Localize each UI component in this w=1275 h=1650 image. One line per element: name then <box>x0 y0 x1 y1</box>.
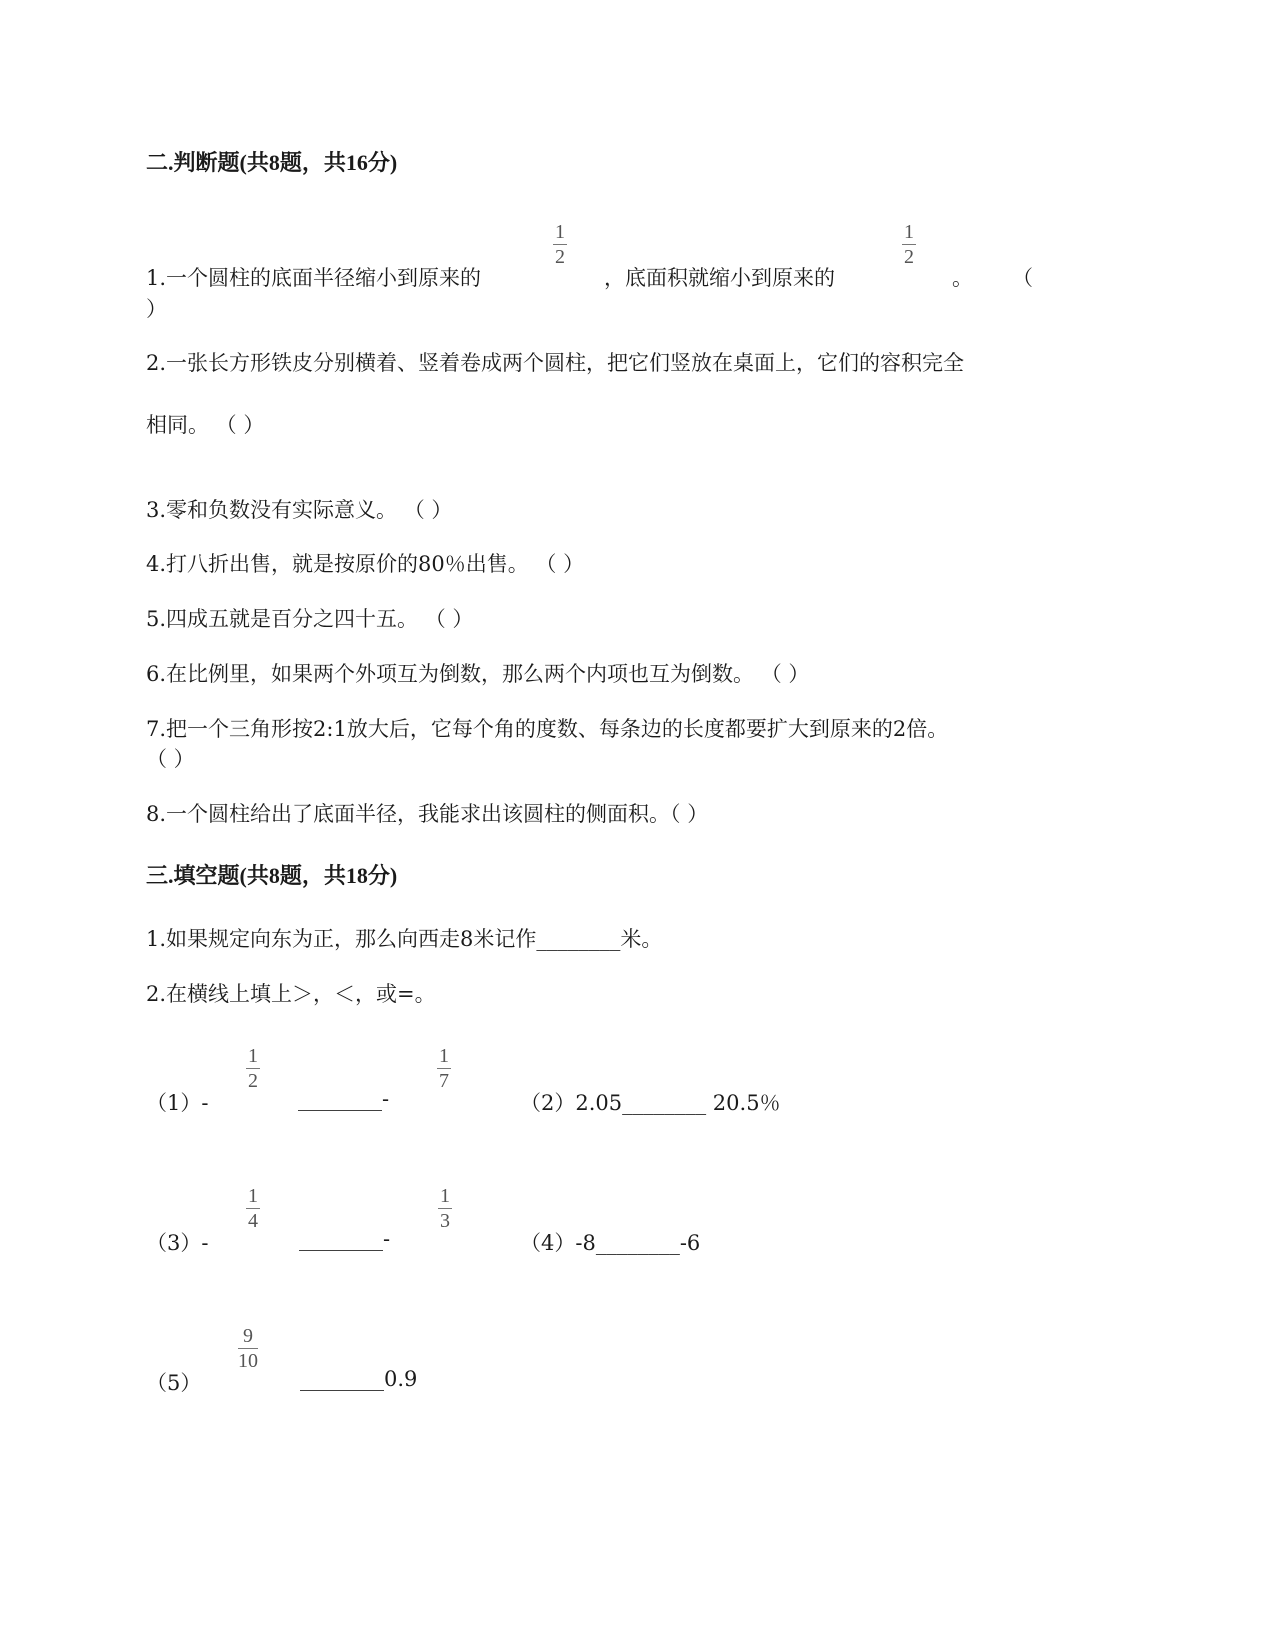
section-heading-fill-in: 三.填空题(共8题，共18分) <box>146 863 398 888</box>
compare-item-4: （4）-8________-6 <box>520 1231 701 1255</box>
fraction-bar <box>246 1068 260 1069</box>
judgement-q4: 4.打八折出售，就是按原价的80％出售。 （ ） <box>146 552 585 576</box>
fraction-denominator: 3 <box>440 1210 450 1232</box>
judgement-q7-line1: 7.把一个三角形按2:1放大后，它每个角的度数、每条边的长度都要扩大到原来的2倍。 <box>146 717 949 741</box>
judgement-q8: 8.一个圆柱给出了底面半径，我能求出该圆柱的侧面积。（ ） <box>146 802 709 826</box>
fraction-denominator: 2 <box>904 246 914 268</box>
compare-item-5-blank: ________0.9 <box>300 1367 418 1391</box>
fraction-denominator: 2 <box>248 1070 258 1092</box>
fraction-numerator: 1 <box>904 221 914 243</box>
judgement-q3: 3.零和负数没有实际意义。 （ ） <box>146 498 453 522</box>
fraction-bar <box>902 244 916 245</box>
fraction-bar <box>553 244 567 245</box>
fraction-one-half-b <box>902 221 916 268</box>
judgement-q7-line2: （ ） <box>146 747 195 771</box>
fraction-denominator: 4 <box>248 1210 258 1232</box>
fill-q2: 2.在横线上填上＞，＜，或=。 <box>146 982 436 1006</box>
fraction-bar <box>246 1208 260 1209</box>
fraction-bar <box>438 1208 452 1209</box>
compare-item-5-label: （5） <box>146 1371 202 1395</box>
fill-q1: 1.如果规定向东为正，那么向西走8米记作________米。 <box>146 927 663 951</box>
compare-item-1-label: （1）- <box>146 1091 209 1115</box>
fraction-one-third <box>438 1185 452 1232</box>
fraction-one-quarter <box>246 1185 260 1232</box>
fraction-one-seventh <box>437 1045 451 1092</box>
fraction-numerator: 1 <box>248 1045 258 1067</box>
answer-paren-open: （ <box>1012 266 1033 290</box>
judgement-q1-part-b: ，底面积就缩小到原来的 <box>604 266 835 290</box>
compare-item-2: （2）2.05________ 20.5％ <box>520 1091 781 1115</box>
answer-paren-close: ） <box>146 297 167 321</box>
judgement-q6: 6.在比例里，如果两个外项互为倒数，那么两个内项也互为倒数。 （ ） <box>146 662 810 686</box>
fraction-one-half <box>246 1045 260 1092</box>
fraction-numerator: 9 <box>243 1325 253 1347</box>
judgement-q2-line1: 2.一张长方形铁皮分别横着、竖着卷成两个圆柱，把它们竖放在桌面上，它们的容积完全 <box>146 351 965 375</box>
fraction-bar <box>437 1068 451 1069</box>
fraction-numerator: 1 <box>440 1185 450 1207</box>
fraction-numerator: 1 <box>439 1045 449 1067</box>
fraction-denominator: 7 <box>439 1070 449 1092</box>
fraction-numerator: 1 <box>555 221 565 243</box>
fraction-bar <box>238 1348 258 1349</box>
fraction-one-half-a <box>553 221 567 268</box>
fraction-denominator: 2 <box>555 246 565 268</box>
compare-item-3-label: （3）- <box>146 1231 209 1255</box>
section-heading-judgement: 二.判断题(共8题，共16分) <box>146 150 398 175</box>
judgement-q5: 5.四成五就是百分之四十五。 （ ） <box>146 607 474 631</box>
fraction-numerator: 1 <box>248 1185 258 1207</box>
judgement-q1-part-a: 1.一个圆柱的底面半径缩小到原来的 <box>146 266 482 290</box>
compare-item-3-blank: ________- <box>299 1227 391 1251</box>
fraction-denominator: 10 <box>238 1350 258 1372</box>
compare-item-1-blank: ________- <box>298 1087 390 1111</box>
fraction-nine-tenths <box>238 1325 258 1372</box>
judgement-q2-line2: 相同。 （ ） <box>146 413 265 437</box>
judgement-q1-part-c: 。 <box>952 266 973 290</box>
